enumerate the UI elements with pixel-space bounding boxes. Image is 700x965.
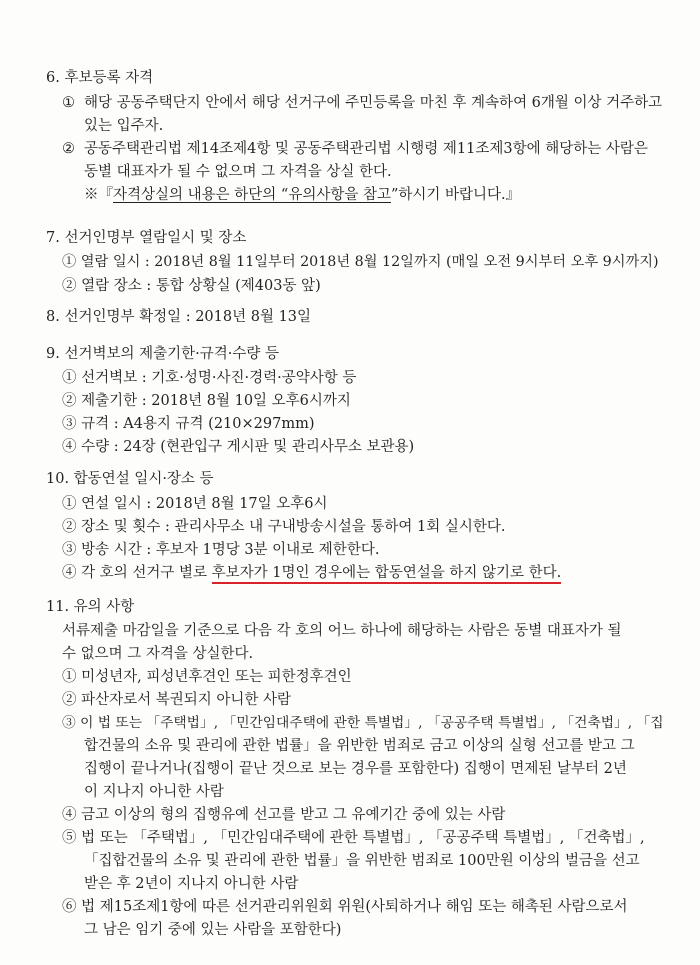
s11-item5-line1: ⑤ 법 또는 「주택법」, 「민간임대주택에 관한 특별법」, 「공공주택 특별법」, 「건축법」, xyxy=(62,830,645,846)
s7-item2: ② 열람 장소 : 통합 상황실 (제403동 앞) xyxy=(62,278,321,294)
s11-item3-line2: 합건물의 소유 및 관리에 관한 법률」을 위반한 범죄로 금고 이상의 실형 선고를 받고 그 xyxy=(84,738,635,754)
s7-item1: ① 열람 일시 : 2018년 8월 11일부터 2018년 8월 12일까지 (매일 오전 9시부터 오후 9시까지) xyxy=(62,254,659,270)
s11-item5-line2: 「집합건물의 소유 및 관리에 관한 법률」을 위반한 범죄로 100만원 이상의 벌금을 선고 xyxy=(84,853,640,869)
s11-item5-line3: 받은 후 2년이 지나지 아니한 사람 xyxy=(84,876,299,892)
s6-item1-num: ① xyxy=(62,95,75,111)
s6-item1-line1 xyxy=(62,91,662,112)
s6-note-prefix: ※『 xyxy=(84,187,113,203)
s11-intro-line2: 수 없으며 그 자격을 상실한다. xyxy=(62,646,254,662)
s6-item1-line2: 있는 입주자. xyxy=(84,118,164,134)
s10-item3: ③ 방송 시간 : 후보자 1명당 3분 이내로 제한한다. xyxy=(62,542,380,558)
s6-note xyxy=(84,183,520,204)
s6-item2-num: ② xyxy=(62,141,75,157)
s11-item6-line1: ⑥ 법 제15조제1항에 따른 선거관리위원회 위원(사퇴하거나 해임 또는 해촉된 사람으로서 xyxy=(62,899,628,915)
s10-item1: ① 연설 일시 : 2018년 8월 17일 오후6시 xyxy=(62,496,328,512)
s11-item6-line2: 그 남은 임기 중에 있는 사람을 포함한다) xyxy=(84,922,342,938)
s6-item1-text: 해당 공동주택단지 안에서 해당 선거구에 주민등록을 마친 후 계속하여 6개월 이상 거주하고 xyxy=(84,95,663,111)
section-8-title: 8. 선거인명부 확정일 : 2018년 8월 13일 xyxy=(46,309,312,325)
s11-item1: ① 미성년자, 피성년후견인 또는 피한정후견인 xyxy=(62,669,352,685)
section-6-title: 6. 후보등록 자격 xyxy=(46,70,154,86)
s11-item3-line1: ③ 이 법 또는 「주택법」, 「민간임대주택에 관한 특별법」, 「공공주택 특별법」, 「건축법」, 「집 xyxy=(62,715,664,731)
s9-item3: ③ 규격 : A4용지 규격 (210×297mm) xyxy=(62,416,315,432)
s10-item2: ② 장소 및 횟수 : 관리사무소 내 구내방송시설을 통하여 1회 실시한다. xyxy=(62,519,506,535)
s10-item4-emphasis: 후보자가 1명인 경우에는 합동연설을 하지 않기로 한다. xyxy=(212,565,562,584)
s11-item4: ④ 금고 이상의 형의 집행유예 선고를 받고 그 유예기간 중에 있는 사람 xyxy=(62,807,506,823)
s6-item2-line1 xyxy=(62,137,648,158)
section-11-title: 11. 유의 사항 xyxy=(46,599,135,615)
s10-item4-lead: ④ 각 호의 선거구 별로 xyxy=(62,565,212,581)
s10-item4 xyxy=(62,561,561,582)
section-10-title: 10. 합동연설 일시·장소 등 xyxy=(46,471,214,487)
s9-item4: ④ 수량 : 24장 (현관입구 게시판 및 관리사무소 보관용) xyxy=(62,439,415,455)
s6-item2-line2: 동별 대표자가 될 수 없으며 그 자격을 상실 한다. xyxy=(84,164,392,180)
s6-item2-text: 공동주택관리법 제14조제4항 및 공동주택관리법 시행령 제11조제3항에 해당하는 사람은 xyxy=(84,141,648,157)
s11-item3-line4: 이 지나지 아니한 사람 xyxy=(84,784,224,800)
s11-item2: ② 파산자로서 복권되지 아니한 사람 xyxy=(62,692,292,708)
s11-item3-line3: 집행이 끝나거나(집행이 끝난 것으로 보는 경우를 포함한다) 집행이 면제된 날부터 2년 xyxy=(84,761,627,777)
section-9-title: 9. 선거벽보의 제출기한·규격·수량 등 xyxy=(46,346,279,362)
s6-note-suffix: ”하시기 바랍니다.』 xyxy=(390,187,521,203)
s6-note-underlined: 자격상실의 내용은 하단의 “유의사항을 참고 xyxy=(113,187,391,203)
s11-intro-line1: 서류제출 마감일을 기준으로 다음 각 호의 어느 하나에 해당하는 사람은 동별 대표자가 될 xyxy=(62,623,622,639)
section-7-title: 7. 선거인명부 열람일시 및 장소 xyxy=(46,230,247,246)
s9-item2: ② 제출기한 : 2018년 8월 10일 오후6시까지 xyxy=(62,393,351,409)
s9-item1: ① 선거벽보 : 기호·성명·사진·경력·공약사항 등 xyxy=(62,370,357,386)
